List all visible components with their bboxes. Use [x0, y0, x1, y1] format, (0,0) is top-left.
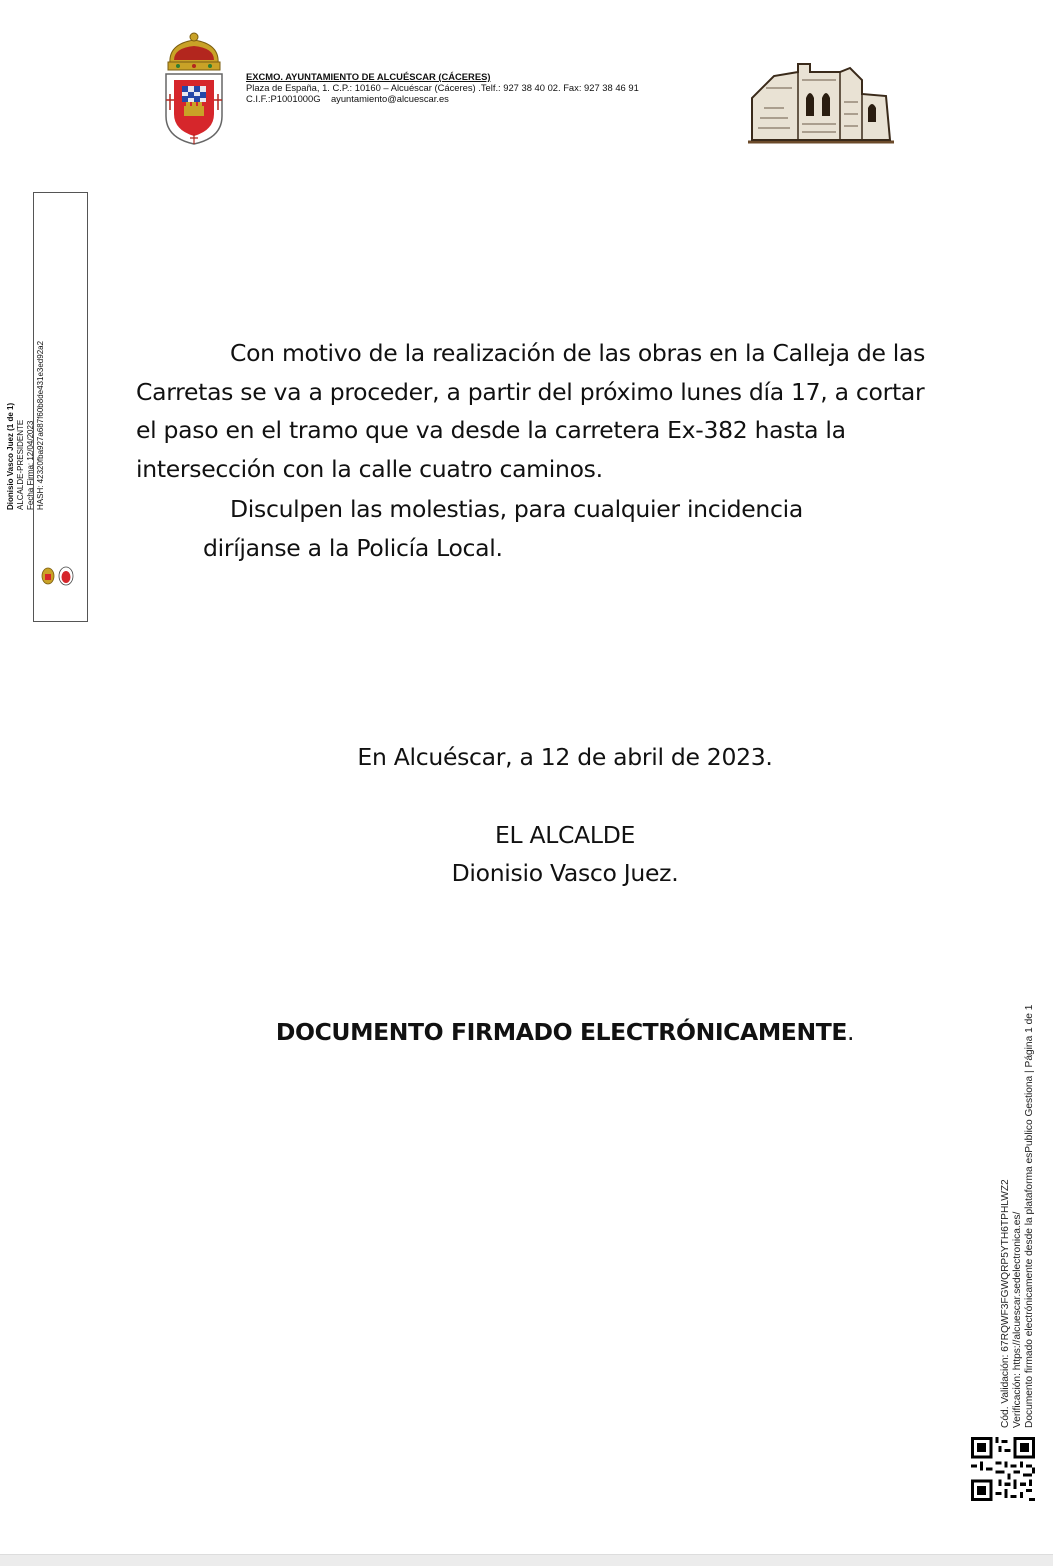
signature-hash: HASH: 42320fba927a687f60b8de431e3ed92a2	[36, 340, 45, 510]
signer-role: ALCALDE-PRESIDENTE	[16, 419, 25, 510]
platform-note: Documento firmado electrónicamente desde la plataforma esPublico Gestiona | Página 1 de 1	[1024, 1004, 1035, 1428]
cif-email-line: C.I.F.:P1001000G ayuntamiento@alcuescar.es	[246, 93, 449, 104]
notice-body	[136, 334, 936, 567]
organization-name: EXCMO. AYUNTAMIENTO DE ALCUÉSCAR (CÁCERES)	[246, 71, 491, 82]
electronic-signature-notice	[0, 1014, 1053, 1050]
place-and-date: En Alcuéscar, a 12 de abril de 2023.	[357, 743, 773, 771]
header-contact-block	[246, 71, 639, 104]
verification-strip	[1000, 958, 1036, 1428]
signed-notice-suffix: .	[847, 1018, 855, 1046]
address-line: Plaza de España, 1. C.P.: 10160 – Alcuéscar (Cáceres) .Telf.: 927 38 40 02. Fax: 927 38 46 91	[246, 82, 639, 93]
notice-paragraph-1: Con motivo de la realización de las obras en la Calleja de las Carretas se va a proceder, a partir del próximo lunes día 17, a cortar el paso en el tramo que va desde la carretera Ex-382 hasta la intersección con la calle cuatro caminos.	[136, 339, 926, 483]
viewer-bottom-bar	[0, 1554, 1053, 1566]
signature-details	[6, 210, 46, 510]
validation-code: Cód. Validación: 67RQWF3FGWQRP5YTH6TPHLWZ2	[1000, 1179, 1011, 1428]
signer-title: EL ALCALDE	[494, 821, 636, 849]
signature-date: Fecha Firma: 12/04/2023	[26, 420, 35, 510]
signature-seal-icon	[38, 564, 76, 588]
signer-full-name: Dionisio Vasco Juez.	[451, 859, 679, 887]
signed-notice-text: DOCUMENTO FIRMADO ELECTRÓNICAMENTE	[275, 1018, 848, 1046]
coat-of-arms-icon	[160, 30, 228, 146]
notice-paragraph-2: Disculpen las molestias, para cualquier incidencia diríjanse a la Policía Local.	[203, 495, 803, 562]
church-illustration	[744, 58, 902, 146]
signer-name: Dionisio Vasco Juez (1 de 1)	[6, 402, 15, 510]
qr-code-icon[interactable]	[971, 1437, 1035, 1501]
signer-block	[0, 816, 1053, 892]
verification-url[interactable]: Verificación: https://alcuescar.sedelectronica.es/	[1012, 1211, 1023, 1428]
